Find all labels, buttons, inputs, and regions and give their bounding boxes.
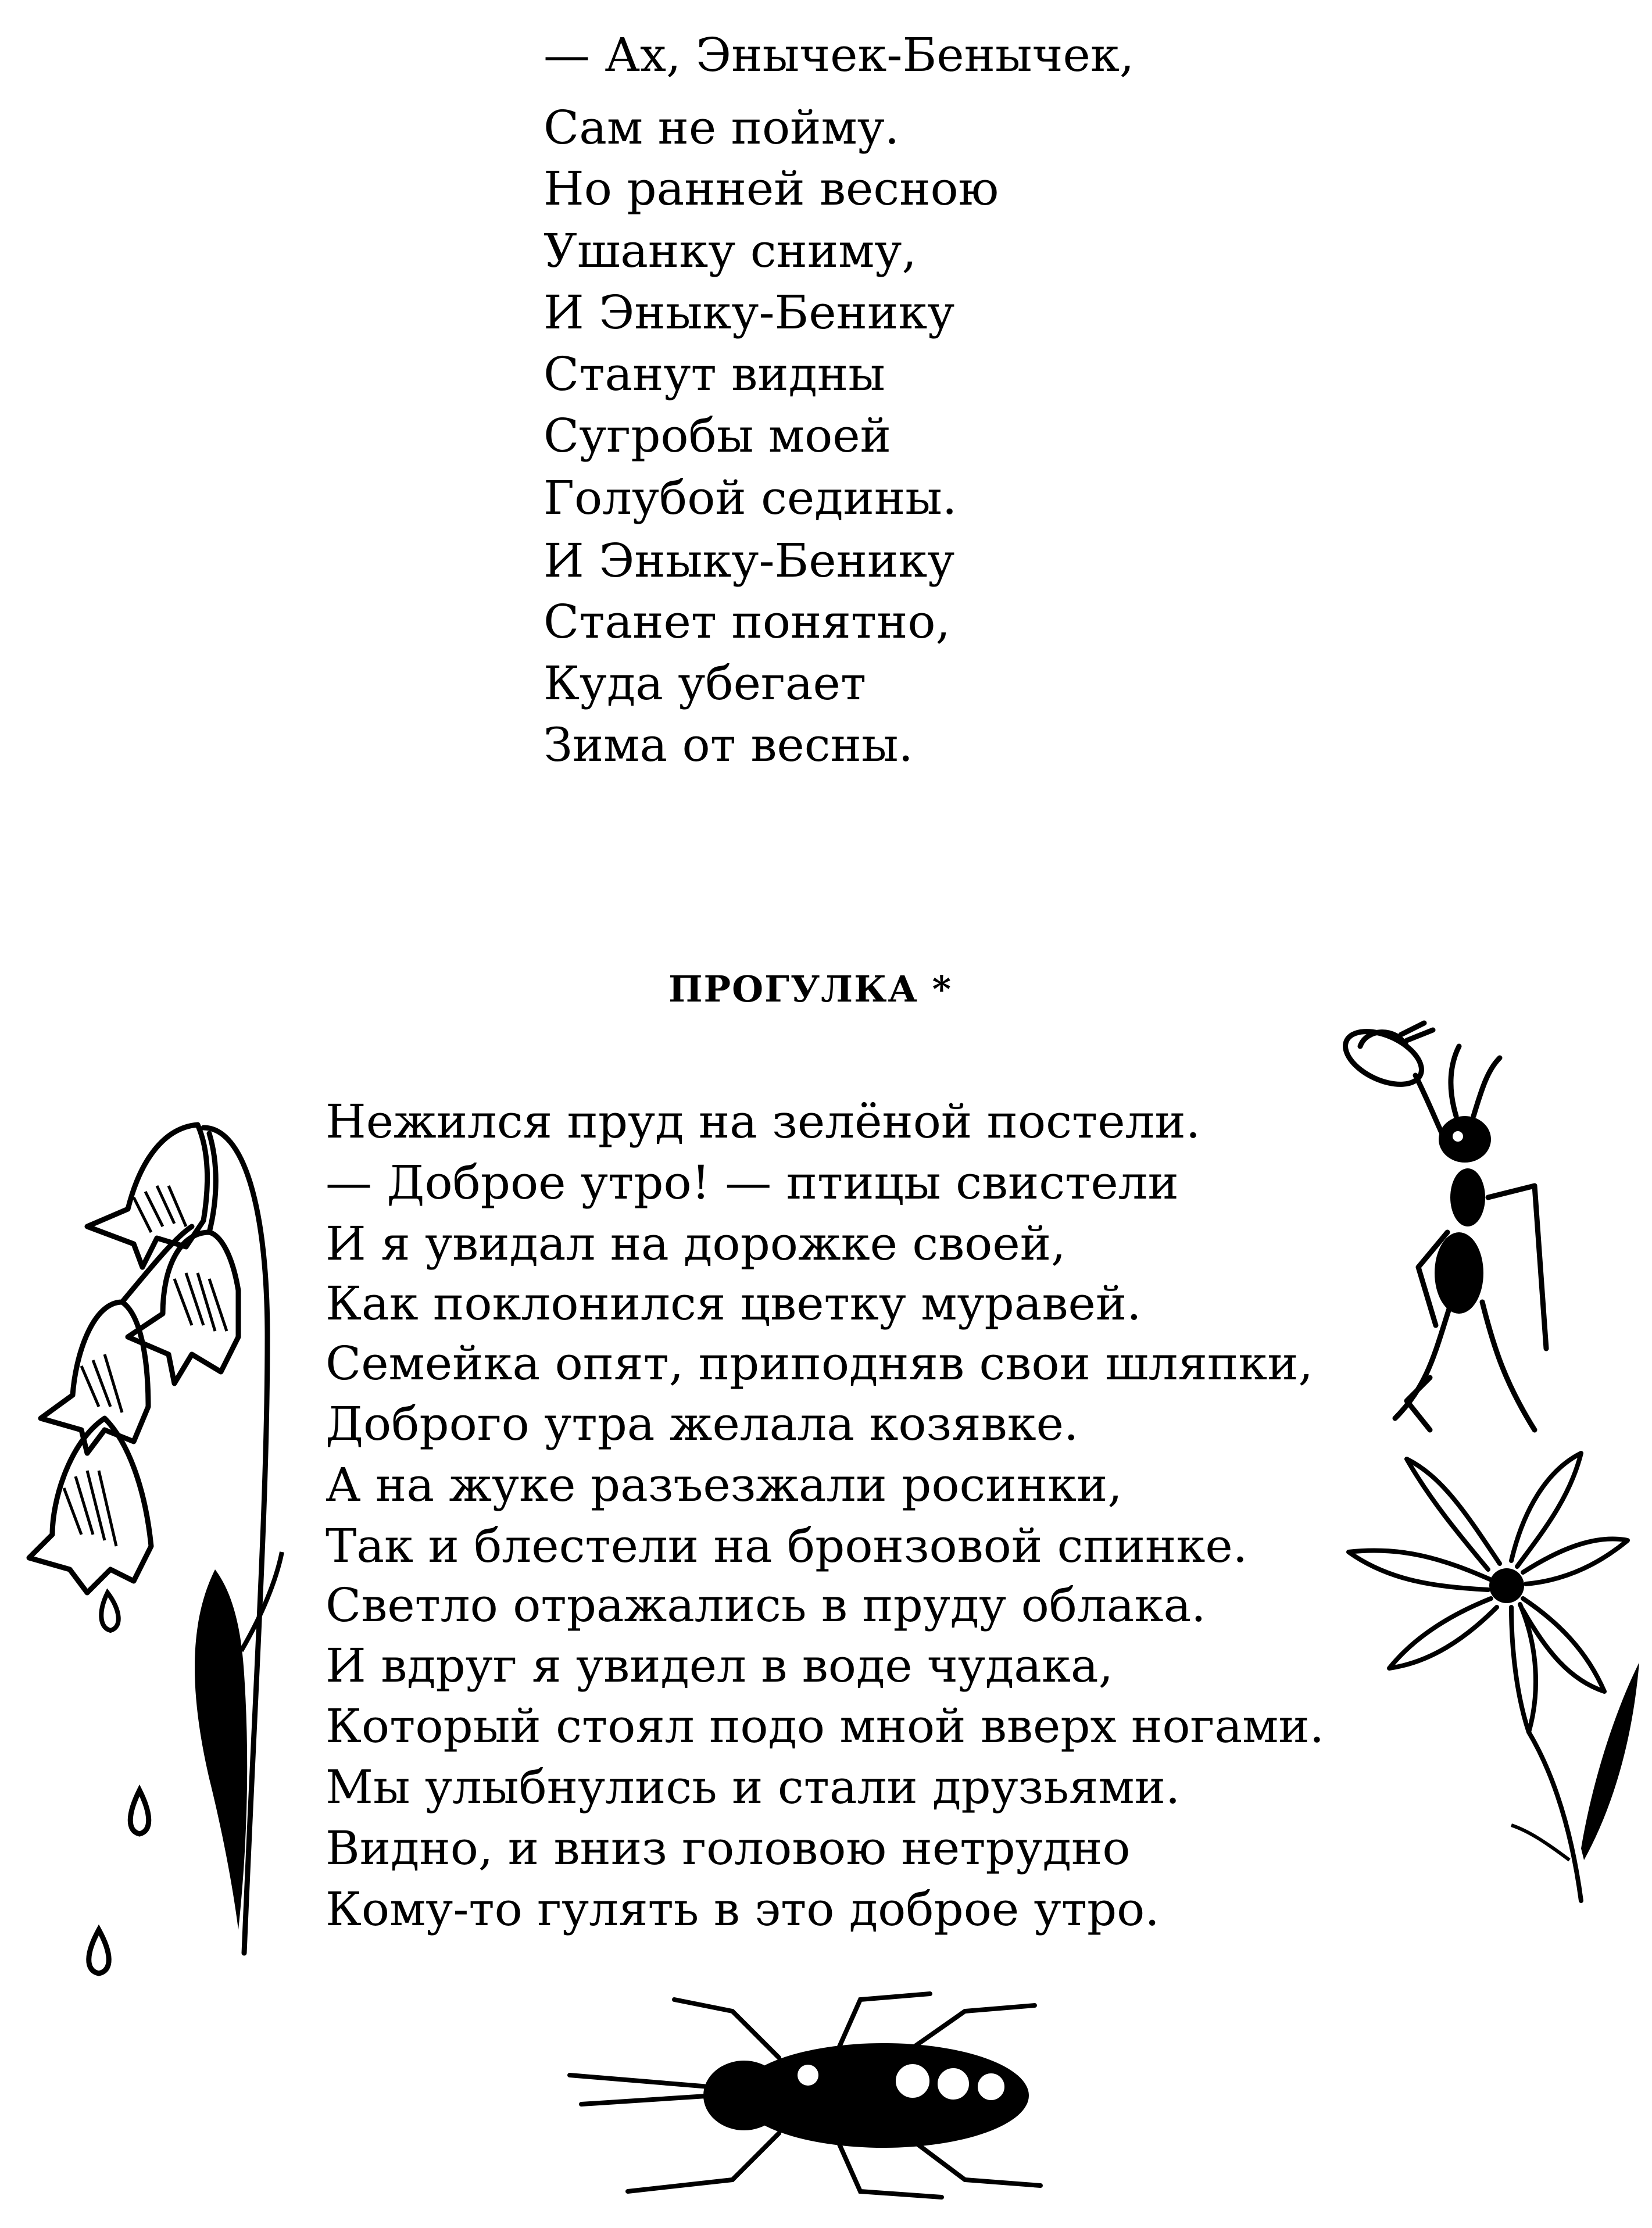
poem-2-line-2: — Доброе утро! — птицы свистели	[326, 1156, 1179, 1210]
poem-2-line-3: И я увидал на дорожке своей,	[326, 1217, 1066, 1271]
poem-2-line-11: Который стоял подо мной вверх ногами.	[326, 1699, 1325, 1753]
poem-2-line-5: Семейка опят, приподняв свои шляпки,	[326, 1336, 1313, 1390]
poem-2-line-13: Видно, и вниз головою нетрудно	[326, 1821, 1131, 1875]
poem-1-line-11: Куда убегает	[543, 656, 867, 710]
poem-2-line-9: Светло отражались в пруду облака.	[326, 1578, 1206, 1632]
beetle-with-dewdrops-icon	[558, 1988, 1128, 2209]
poem-1-line-4: Ушанку сниму,	[543, 224, 917, 278]
poem-1-line-9: И Эныку-Бенику	[543, 534, 955, 588]
poem-1-line-2: Сам не пойму.	[543, 101, 900, 155]
poem-1-line-12: Зима от весны.	[543, 718, 913, 772]
daisy-flower-icon	[1337, 1442, 1639, 1907]
poem-2-title: ПРОГУЛКА *	[668, 968, 953, 1010]
poem-2-line-8: Так и блестели на бронзовой спинке.	[326, 1519, 1248, 1573]
ant-bowing-with-hat-icon	[1314, 1023, 1569, 1442]
poem-1-line-7: Сугробы моей	[543, 409, 891, 463]
poem-1-line-10: Станет понятно,	[543, 595, 950, 649]
poem-2-line-4: Как поклонился цветку муравей.	[326, 1276, 1142, 1331]
poem-1-line-5: И Эныку-Бенику	[543, 285, 955, 339]
poem-1-line-1: — Ах, Энычек-Бенычек,	[543, 28, 1135, 82]
poem-2-line-6: Доброго утра желала козявке.	[326, 1397, 1079, 1451]
poem-2-line-12: Мы улыбнулись и стали друзьями.	[326, 1760, 1181, 1814]
poem-2-line-7: А на жуке разъезжали росинки,	[326, 1458, 1122, 1512]
poem-2-line-10: И вдруг я увидел в воде чудака,	[326, 1639, 1114, 1693]
bluebell-flower-with-dewdrops-icon	[17, 1093, 291, 1976]
poem-1-line-3: Но ранней весною	[543, 162, 999, 216]
poem-2-line-14: Кому-то гулять в это доброе утро.	[326, 1882, 1160, 1936]
poem-2-line-1: Нежился пруд на зелёной постели.	[326, 1095, 1201, 1149]
poem-1-line-6: Станут видны	[543, 347, 885, 401]
poem-1-line-8: Голубой седины.	[543, 471, 957, 525]
